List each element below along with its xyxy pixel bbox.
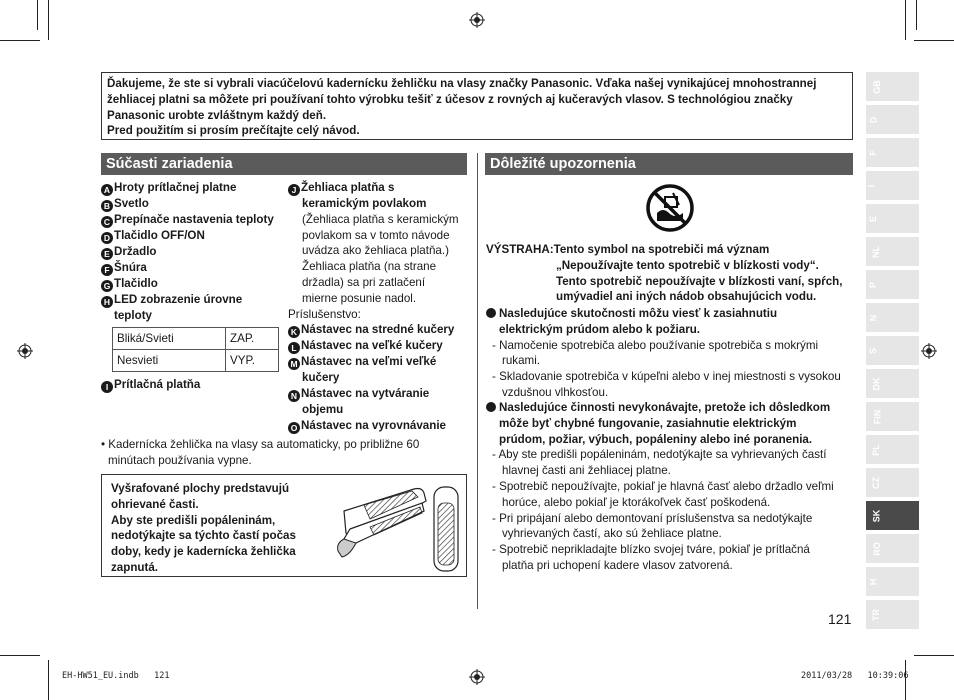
bullet-icon (486, 402, 496, 412)
part-label: Šnúra (114, 261, 147, 274)
accessory-item (288, 322, 473, 338)
notice-heading-line: môže byť chybné fungovanie, zasiahnutie elektrickým (499, 416, 797, 430)
accessory-label: Nástavec na stredné kučery (301, 323, 455, 337)
registration-mark-icon (469, 669, 485, 685)
part-label-continued: keramickým povlakom (302, 197, 427, 210)
language-tab-label: FIN (872, 409, 883, 424)
notice-item-line: - Pri pripájaní alebo demontovaní príslušenstva sa nedotýkajte (492, 511, 813, 525)
language-tab-f[interactable] (866, 138, 919, 167)
part-label: Tlačidlo OFF/ON (114, 229, 205, 242)
language-tab-fin[interactable] (866, 402, 919, 431)
language-tab-label: F (867, 149, 878, 156)
registration-mark-icon (17, 343, 33, 359)
parts-list-left (101, 180, 291, 324)
language-tab-label: H (868, 578, 879, 585)
language-tab-label: DK (871, 377, 882, 390)
part-item (101, 377, 200, 393)
section-header-parts: Súčasti zariadenia (101, 153, 467, 175)
accessory-item (288, 418, 473, 434)
language-tab-label: P (868, 281, 879, 288)
desc-line: povlakom sa v tomto návode (302, 228, 450, 242)
section-header-notices: Dôležité upozornenia (485, 153, 853, 175)
hot-parts-box (101, 474, 467, 577)
language-tab-label: E (868, 215, 879, 222)
warning-line: Tento symbol na spotrebiči má význam (553, 243, 770, 256)
part-letter-badge: G (101, 280, 113, 292)
part-item (101, 260, 291, 276)
part-letter-badge: B (101, 200, 113, 212)
accessory-item (288, 354, 473, 370)
table-row (113, 350, 279, 372)
part-letter-badge: D (101, 232, 113, 244)
notice-section-2 (486, 400, 856, 574)
parts-list-right (288, 180, 473, 434)
part-letter-badge: A (101, 184, 113, 196)
note-line: Vyšrafované plochy predstavujú (111, 482, 290, 495)
language-tab-cz[interactable] (866, 468, 919, 497)
registration-mark-icon (921, 343, 937, 359)
warning-line: Tento spotrebič nepoužívajte v blízkosti vaní, spŕch, (556, 274, 843, 288)
warning-label: VÝSTRAHA: (486, 243, 554, 256)
notice-item-line: - Namočenie spotrebiča alebo používanie spotrebiča s mokrými (492, 338, 819, 352)
part-item (101, 292, 291, 308)
language-tab-gb[interactable] (866, 72, 919, 101)
note-line: Aby ste predišli popáleninám, (111, 513, 276, 527)
notice-heading-line: elektrickým prúdom alebo k požiaru. (499, 322, 701, 336)
desc-line: uvádza ako žehliaca platňa.) (302, 244, 449, 258)
note-line: ohrievané časti. (111, 497, 199, 511)
language-tab-sk[interactable] (866, 501, 919, 530)
part-letter-badge: H (101, 296, 113, 308)
notice-heading-line: prúdom, požiar, výbuch, popáleniny alebo iné poranenia. (499, 432, 813, 446)
table-cell-state: Nesvieti (113, 350, 226, 372)
notice-heading-line: Nasledujúce činnosti nevykonávajte, pretože ich dôsledkom (499, 401, 831, 414)
part-label: LED zobrazenie úrovne (114, 293, 243, 306)
bullet-icon (486, 308, 496, 318)
part-item (101, 196, 291, 212)
led-status-table (112, 327, 279, 372)
language-tab-label: S (868, 347, 879, 354)
note-line: minútach používania vypne. (108, 453, 252, 467)
part-label: Držadlo (114, 245, 157, 258)
accessory-label: Nástavec na vyrovnávanie (301, 418, 447, 432)
hot-parts-text (111, 481, 316, 576)
language-tab-p[interactable] (866, 270, 919, 299)
plate-description (288, 212, 473, 307)
notice-item-line: - Skladovanie spotrebiča v kúpeľni alebo v inej miestnosti s vysokou (492, 370, 841, 384)
notice-heading-line: Nasledujúce skutočnosti môžu viesť k zasiahnutiu (499, 307, 778, 320)
language-tab-nl[interactable] (866, 237, 919, 266)
language-tab-h[interactable] (866, 567, 919, 596)
column-divider (477, 153, 478, 609)
notice-item-line: vyhrievaných častí, ako sú žehliace platne. (502, 527, 722, 541)
notice-item-line: platňa pri uchopení kadere vlasov zatvorená. (502, 558, 733, 572)
part-label-continued: teploty (114, 309, 153, 322)
accessory-item (288, 386, 473, 402)
language-tab-label: I (866, 184, 877, 187)
part-item (288, 180, 473, 196)
language-tab-label: SK (871, 509, 882, 522)
desc-line: (Žehliaca platňa s keramickým (302, 212, 459, 226)
auto-off-note (101, 437, 471, 469)
part-letter-badge: I (101, 381, 113, 393)
intro-line: Pred použitím si prosím prečítajte celý návod. (107, 124, 360, 138)
part-label: Svetlo (114, 197, 149, 210)
note-line: • Kadernícka žehlička na vlasy sa automaticky, po približne 60 (101, 438, 420, 451)
language-tab-label: TR (871, 608, 881, 621)
footer-file-info: EH-HW51_EU.indb 121 (62, 671, 170, 681)
accessory-label-continued: kučery (302, 371, 340, 385)
part-letter-badge: F (101, 264, 113, 276)
part-label: Prepínače nastavenia teploty (114, 213, 274, 226)
page-number: 121 (828, 611, 852, 627)
note-line: zapnutá. (111, 560, 159, 574)
part-label: Tlačidlo (114, 277, 158, 290)
part-label: Žehliaca platňa s (301, 181, 395, 194)
part-item (101, 244, 291, 260)
language-tab-label: D (868, 116, 879, 123)
note-line: doby, kedy je kadernícka žehlička (111, 545, 296, 559)
language-tab-tr[interactable] (866, 600, 919, 629)
part-label: Prítlačná platňa (114, 378, 201, 391)
no-water-warning-icon (645, 183, 695, 233)
language-tab-label: GB (871, 79, 882, 94)
language-tab-label: RO (871, 541, 882, 556)
part-letter-badge: K (288, 326, 300, 338)
language-tab-d[interactable] (866, 105, 919, 134)
notice-item-line: - Spotrebič neprikladajte blízko svojej tváre, pokiaľ je prítlačná (492, 543, 810, 557)
language-tab-label: PL (870, 443, 881, 456)
desc-line: Žehliaca platňa (na strane (302, 260, 437, 274)
language-tab-e[interactable] (866, 204, 919, 233)
warning-line: umývadiel ani iných nádob obsahujúcich vodu. (556, 290, 817, 304)
part-letter-badge: C (101, 216, 113, 228)
language-tab-label: CZ (871, 476, 881, 489)
accessory-item (288, 338, 473, 354)
note-line: nedotýkajte sa týchto častí počas (111, 529, 296, 543)
hair-iron-illustration (334, 481, 464, 573)
notice-item-line: horúce, alebo pokiaľ je ktorákoľvek časť poškodená. (502, 495, 771, 509)
language-tab-n[interactable] (866, 303, 919, 332)
table-cell-value: ZAP. (226, 328, 279, 350)
accessory-label: Nástavec na vytváranie (301, 387, 430, 401)
part-letter-badge: L (288, 342, 300, 354)
table-cell-state: Bliká/Svieti (113, 328, 226, 350)
part-item (101, 228, 291, 244)
part-item (101, 212, 291, 228)
notice-item-line: rukami. (502, 354, 541, 368)
part-label: Hroty prítlačnej platne (114, 181, 237, 194)
part-letter-badge: M (288, 358, 300, 370)
part-item (101, 180, 291, 196)
language-tab-label: NL (871, 245, 881, 258)
part-letter-badge: E (101, 248, 113, 260)
intro-line: Ďakujeme, že ste si vybrali viacúčelovú kadernícku žehličku na vlasy značky Panasonic. Vďaka našej vynikajúcej mnohostrannej (107, 77, 817, 90)
accessory-label-continued: objemu (302, 403, 344, 417)
language-tab-ro[interactable] (866, 534, 919, 563)
intro-line: žehliacej platni sa môžete pri používaní tohto výrobku tešiť z účesov z rovných aj kučeravých vlasov. S technológiou značky (107, 92, 793, 106)
footer-timestamp: 2011/03/28 10:39:06 (801, 671, 909, 681)
language-tab-s[interactable] (866, 336, 919, 365)
language-tab-label: N (868, 314, 879, 321)
warning-line: „Nepoužívajte tento spotrebič v blízkosti vody“. (556, 258, 819, 272)
intro-line: Panasonic urobte zvláštnym každý deň. (107, 108, 327, 122)
warning-block (486, 242, 856, 305)
notice-item-line: - Aby ste predišli popáleninám, nedotýkajte sa vyhrievaných častí (492, 448, 827, 462)
desc-line: mierne posunie nadol. (302, 291, 417, 305)
part-letter-badge: J (288, 184, 300, 196)
part-letter-badge: O (288, 422, 300, 434)
notice-section-1 (486, 306, 856, 401)
intro-box (101, 72, 853, 140)
table-cell-value: VYP. (226, 350, 279, 372)
part-letter-badge: N (288, 390, 300, 402)
part-item (101, 276, 291, 292)
accessory-label: Nástavec na veľmi veľké (301, 355, 437, 369)
accessory-label: Nástavec na veľké kučery (301, 339, 443, 353)
accessories-label: Príslušenstvo: (288, 307, 361, 321)
notice-item-line: - Spotrebič nepoužívajte, pokiaľ je hlavná časť alebo držadlo veľmi (492, 479, 834, 493)
language-tab-i[interactable] (866, 171, 919, 200)
language-tab-dk[interactable] (866, 369, 919, 398)
notice-item-line: hlavnej časti ani žehliacej platne. (502, 464, 671, 478)
notice-item-line: vzdušnou vlhkosťou. (502, 385, 609, 399)
registration-mark-icon (469, 12, 485, 28)
table-row (113, 328, 279, 350)
language-tab-pl[interactable] (866, 435, 919, 464)
desc-line: držadla) sa pri zatlačení (302, 275, 426, 289)
